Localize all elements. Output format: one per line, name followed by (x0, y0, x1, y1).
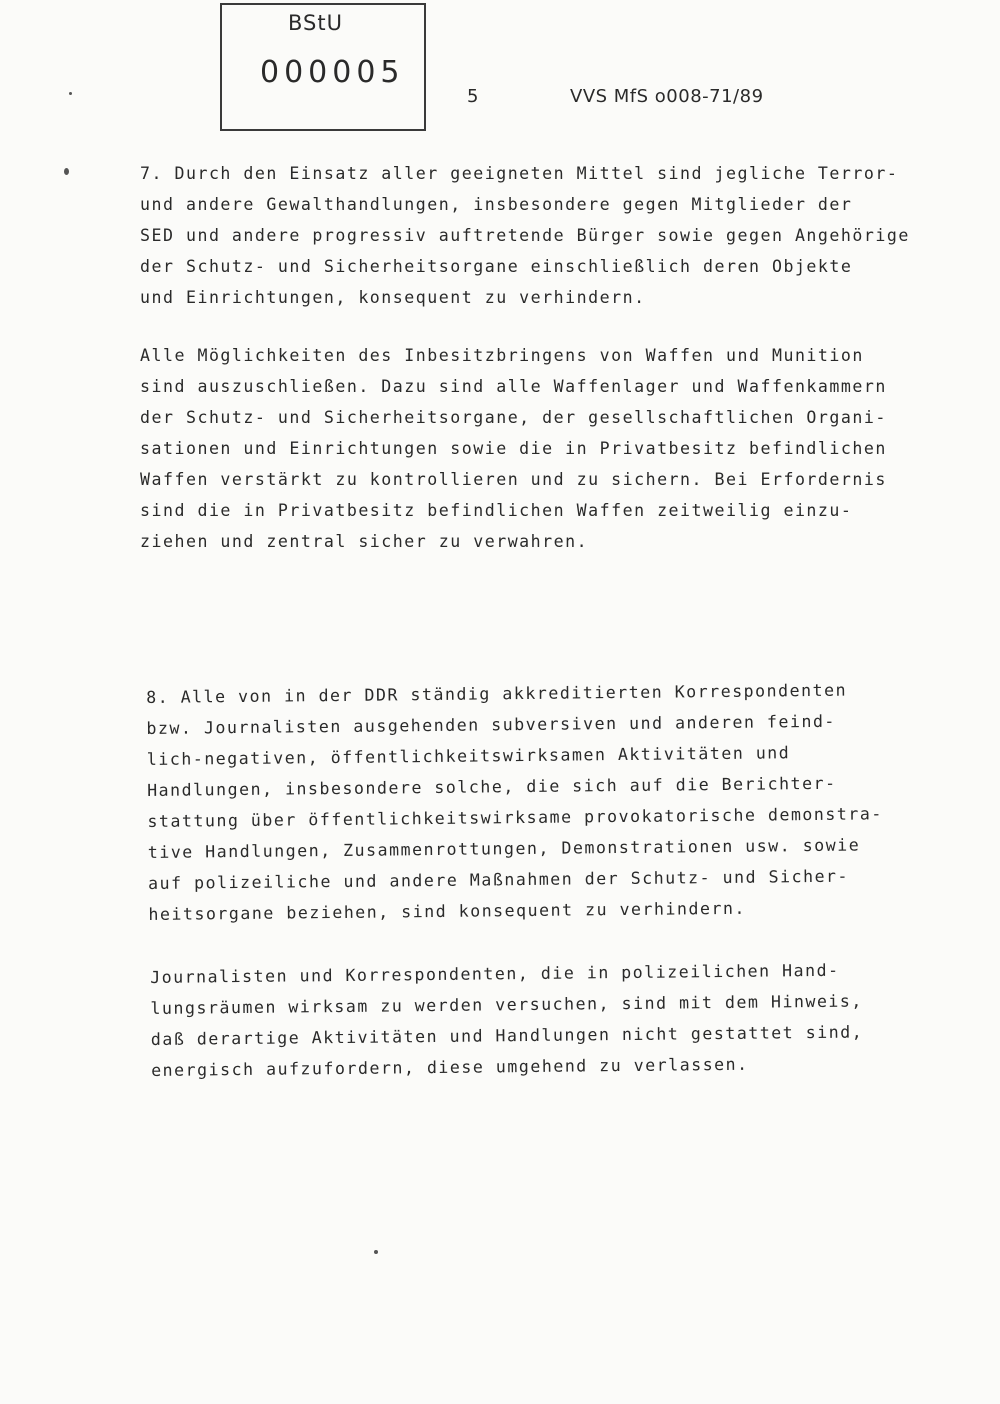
text-line: Alle Möglichkeiten des Inbesitzbringens von Waffen und Munition (140, 346, 864, 365)
text-line: heitsorgane beziehen, sind konsequent zu verhindern. (148, 898, 747, 924)
text-line: Waffen verstärkt zu kontrollieren und zu sichern. Bei Erfordernis (140, 470, 887, 489)
text-line: und andere Gewalthandlungen, insbesondere gegen Mitglieder der (140, 195, 853, 214)
margin-mark (64, 168, 69, 175)
text-line: sind die in Privatbesitz befindlichen Waffen zeitweilig einzu- (140, 501, 853, 520)
text-line: Handlungen, insbesondere solche, die sich auf die Berichter- (147, 773, 837, 800)
text-line: tive Handlungen, Zusammenrottungen, Demonstrationen usw. sowie (147, 835, 861, 862)
text-line: der Schutz- und Sicherheitsorgane einschließlich deren Objekte (140, 257, 853, 276)
text-line: stattung über öffentlichkeitswirksame provokatorische demonstra- (147, 804, 883, 831)
text-line: Journalisten und Korrespondenten, die in polizeilichen Hand- (150, 960, 840, 987)
text-line: lich-negativen, öffentlichkeitswirksamen Aktivitäten und (146, 743, 791, 769)
text-line: lungsräumen wirksam zu werden versuchen, sind mit dem Hinweis, (150, 991, 863, 1018)
paragraph-8-correspondents (146, 674, 884, 930)
text-line: bzw. Journalisten ausgehenden subversiven und anderen feind- (146, 711, 836, 738)
text-line: sind auszuschließen. Dazu sind alle Waffenlager und Waffenkammern (140, 377, 887, 396)
stamp-archive-label: BStU (288, 11, 343, 35)
text-line: auf polizeiliche und andere Maßnahmen der Schutz- und Sicher- (148, 866, 850, 893)
text-line: ziehen und zentral sicher zu verwahren. (140, 532, 589, 551)
text-line: 8. Alle von in der DDR ständig akkreditierten Korrespondenten (146, 680, 848, 707)
paragraph-7-weapons (140, 340, 887, 557)
text-line: SED und andere progressiv auftretende Bürger sowie gegen Angehörige (140, 226, 910, 245)
stamp-page-number: 000005 (260, 55, 405, 90)
text-line: 7. Durch den Einsatz aller geeigneten Mittel sind jegliche Terror- (140, 164, 899, 183)
document-reference: VVS MfS o008-71/89 (570, 86, 764, 107)
text-line: und Einrichtungen, konsequent zu verhindern. (140, 288, 646, 307)
archive-stamp (220, 3, 426, 131)
paragraph-8-journalists (150, 955, 864, 1086)
page-number: 5 (467, 86, 479, 107)
text-line: energisch aufzufordern, diese umgehend zu verlassen. (151, 1054, 749, 1080)
margin-mark (69, 92, 72, 95)
text-line: sationen und Einrichtungen sowie die in Privatbesitz befindlichen (140, 439, 887, 458)
paragraph-7-terror-prevention (140, 158, 910, 313)
text-line: daß derartige Aktivitäten und Handlungen nicht gestattet sind, (150, 1022, 864, 1049)
text-line: der Schutz- und Sicherheitsorgane, der gesellschaftlichen Organi- (140, 408, 887, 427)
ink-speck (374, 1250, 378, 1254)
